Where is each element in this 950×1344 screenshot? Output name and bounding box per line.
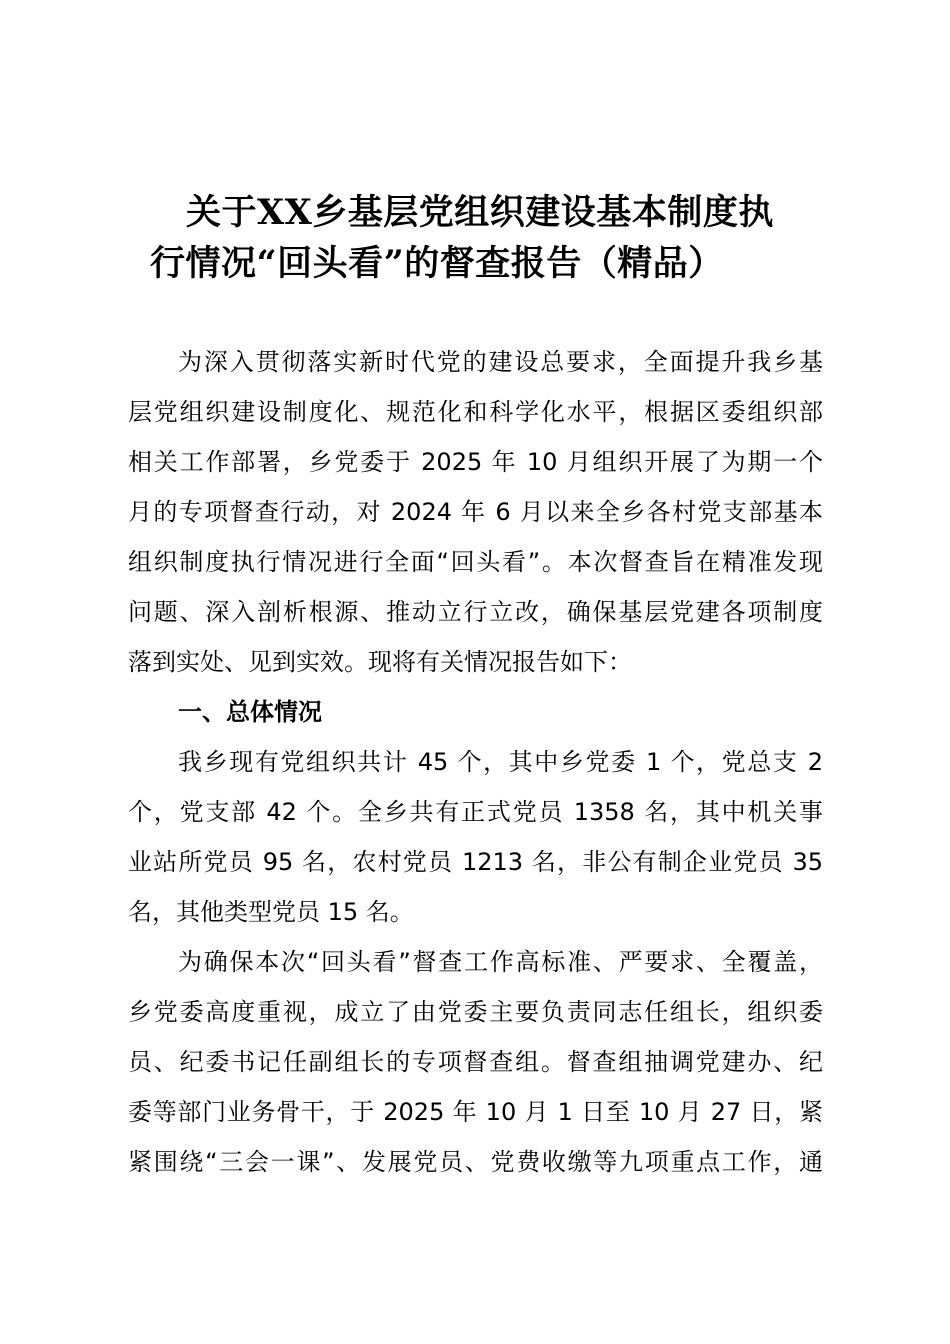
text-line: 员、纪委书记任副组长的专项督查组。督查组抽调党建办、纪: [128, 1048, 823, 1076]
title-line-2: 行情况“回头看”的督查报告（精品）: [150, 243, 724, 284]
text-line: 我乡现有党组织共计 45 个，其中乡党委 1 个，党总支 2: [178, 748, 823, 776]
text-line: 层党组织建设制度化、规范化和科学化水平，根据区委组织部: [128, 398, 823, 426]
text-line: 组织制度执行情况进行全面“回头看”。本次督查旨在精准发现: [128, 548, 823, 576]
text-line: 问题、深入剖析根源、推动立行立改，确保基层党建各项制度: [128, 598, 823, 626]
text-line: 相关工作部署，乡党委于 2025 年 10 月组织开展了为期一个: [128, 448, 823, 476]
title-line-1: 关于XX乡基层党组织建设基本制度执: [186, 192, 774, 233]
text-line: 名，其他类型党员 15 名。: [128, 898, 414, 926]
text-line: 落到实处、见到实效。现将有关情况报告如下：: [128, 648, 632, 676]
text-line: 委等部门业务骨干，于 2025 年 10 月 1 日至 10 月 27 日，紧: [128, 1098, 823, 1126]
section-heading-overview: 一、总体情况: [178, 698, 322, 726]
text-line: 紧围绕“三会一课”、发展党员、党费收缴等九项重点工作，通: [128, 1148, 823, 1176]
text-line: 为确保本次“回头看”督查工作高标准、严要求、全覆盖，: [178, 948, 823, 976]
text-line: 为深入贯彻落实新时代党的建设总要求，全面提升我乡基: [178, 348, 823, 376]
text-line: 业站所党员 95 名，农村党员 1213 名，非公有制企业党员 35: [128, 848, 823, 876]
text-line: 个，党支部 42 个。全乡共有正式党员 1358 名，其中机关事: [128, 798, 823, 826]
text-line: 月的专项督查行动，对 2024 年 6 月以来全乡各村党支部基本: [128, 498, 823, 526]
text-line: 乡党委高度重视，成立了由党委主要负责同志任组长，组织委: [128, 998, 823, 1026]
